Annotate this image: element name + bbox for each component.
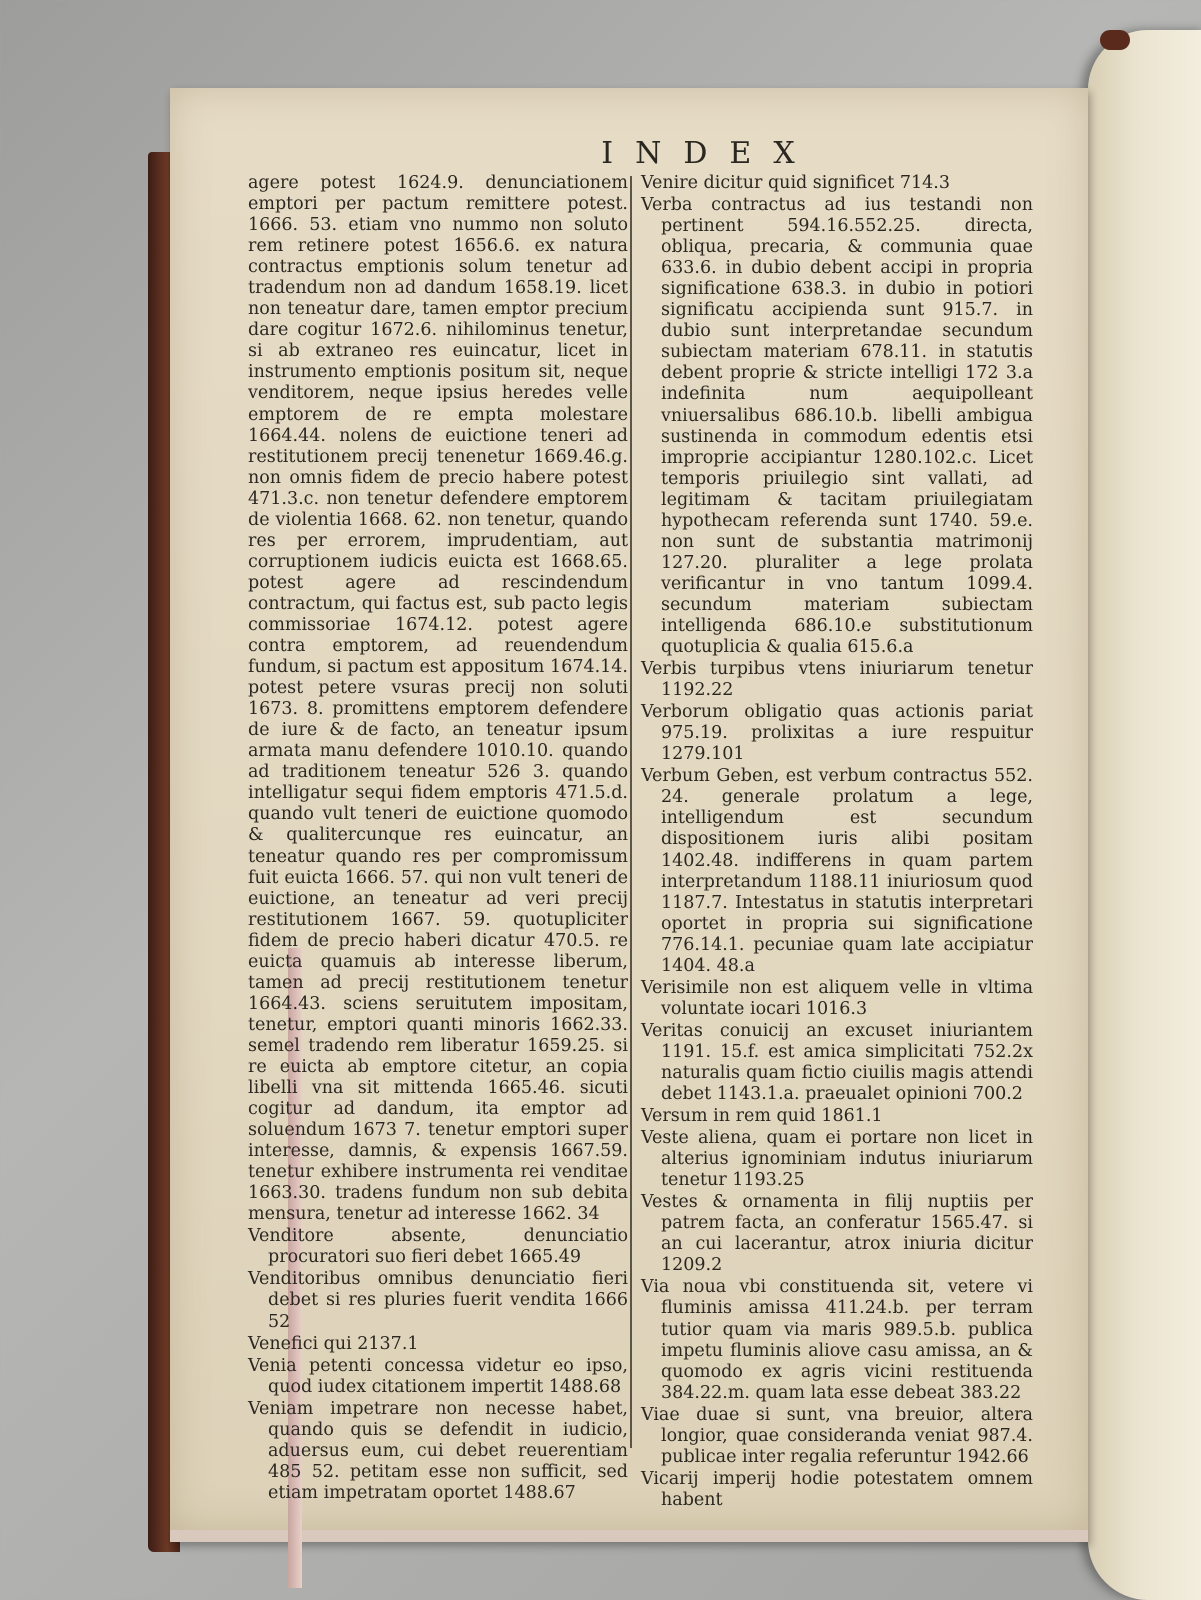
index-entry: agere potest 1624.9. denunciationem emptori per pactum remittere potest. 1666. 53. etiam vno nummo non soluto rem retinere potest 1656.6. ex natura contractus emptionis solum tenetur ad tradendum non ad dandum 1658.19. licet non teneatur dare, tamen emptor precium dare cogitur 1672.6. nihilominus tenetur, si ab extraneo res euincatur, licet in instrumento emptionis positum sit, neque venditorem, neque ipsius heredes velle emptorem de re empta molestare 1664.44. nolens de euictione teneri ad restitutionem precij tenenetur 1669.46.g. non omnis fidem de precio habere potest 471.3.c. non tenetur defendere emptorem de violentia 1668. 62. non tenetur, quando res per errorem, imprudentiam, aut corruptionem iudicis euicta est 1668.65. potest agere ad rescindendum contractum, qui factus est, sub pacto legis commissoriae 1674.12. potest agere contra emptorem, ad reuendendum fundum, si pactum est appositum 1674.14. potest petere vsuras precij non soluti 1673. 8. promittens emptorem defendere de iure & de facto, an teneatur ipsum armata manu defendere 1010.10. quando ad traditionem teneatur 526 3. quando intelligatur sequi fidem emptoris 471.5.d. quando vult teneri de euictione quomodo & qualitercunque res euincatur, an teneatur quando res per compromissum fuit euicta 1666. 57. qui non vult teneri de euictione, an teneatur ad veri precij restitutionem 1667. 59. quotupliciter fidem de precio haberi dicatur 470.5. re euicta quamuis ab interesse liberum, tamen ad precij restitutionem tenetur 1664.43. sciens seruitutem impositam, tenetur, emptori quanti minoris 1662.33. semel tradendo rem liberatur 1659.25. si re euicta ab emptore citetur, an copia libelli vna sit mittenda 1665.46. sicuti cogitur ad dandum, ita emptor ad soluendum 1673 7. tenetur emptori super interesse, damnis, & expensis 1667.59. tenetur exhibere instrumenta rei venditae 1663.30. tradens fundum non sub debita mensura, tenetur ad interesse 1662. 34 — [248, 173, 628, 1225]
index-entry: Viae duae si sunt, vna breuior, altera longior, quae consideranda veniat 987.4. publicae inter regalia referuntur 1942.66 — [641, 1404, 1033, 1467]
column-divider — [630, 176, 632, 1448]
index-entry: Veritas conuicij an excuset iniuriantem 1191. 15.f. est amica simplicitati 752.2x naturalis quam fictio ciuilis magis attendi debet 1143.1.a. praeualet opinioni 700.2 — [641, 1020, 1033, 1105]
index-entry: Veste aliena, quam ei portare non licet in alterius ignominiam indutus iniuriarum tenetur 1193.25 — [641, 1128, 1033, 1191]
spine-cap — [1100, 30, 1130, 50]
index-entry: Verisimile non est aliquem velle in vltima voluntate iocari 1016.3 — [641, 977, 1033, 1019]
index-entry: Verbis turpibus vtens iniuriarum tenetur 1192.22 — [641, 659, 1033, 701]
page-header: INDEX — [601, 136, 817, 171]
index-entry: Verborum obligatio quas actionis pariat 975.19. prolixitas a iure respuitur 1279.101 — [641, 702, 1033, 765]
right-column — [641, 173, 1033, 1512]
index-entry: Veniam impetrare non necesse habet, quando quis se defendit in iudicio, aduersus eum, cui debet reuerentiam 485 52. petitam esse non sufficit, sed etiam impetratam oportet 1488.67 — [248, 1398, 628, 1503]
left-column — [248, 173, 628, 1505]
index-entry: Vicarij imperij hodie potestatem omnem habent — [641, 1468, 1033, 1510]
index-entry: Verba contractus ad ius testandi non pertinent 594.16.552.25. directa, obliqua, precaria, & communia quae 633.6. in dubio debent accipi in propria significatione 638.3. in dubio in potiori significatu accipienda sunt 915.7. in dubio sunt interpretandae secundum subiectam materiam 678.11. in statutis debent proprie & stricte intelligi 172 3.a indefinita num aequipolleant vniuersalibus 686.10.b. libelli ambigua sustinenda in commodum edentis etsi improprie accipiantur 1280.102.c. Licet temporis priuilegio sint vallati, ad legitimam & tacitam priuilegiatam hypothecam referenda sunt 1740. 59.e. non sunt de substantia matrimonij 127.20. pluraliter a lege prolata verificantur in vno tantum 1099.4. secundum materiam subiectam intelligenda 686.10.e substitutionum quotuplicia & qualia 615.6.a — [641, 195, 1033, 658]
index-entry: Venefici qui 2137.1 — [248, 1333, 419, 1354]
index-entry: Venditore absente, denunciatio procuratori suo fieri debet 1665.49 — [248, 1226, 628, 1268]
index-entry: Venire dicitur quid significet 714.3 — [641, 173, 950, 193]
index-entry: Venditoribus omnibus denunciatio fieri debet si res pluries fuerit vendita 1666 52 — [248, 1269, 628, 1332]
index-entry: Venia petenti concessa videtur eo ipso, quod iudex citationem impertit 1488.68 — [248, 1355, 628, 1397]
index-entry: Vestes & ornamenta in filij nuptiis per patrem facta, an conferatur 1565.47. si an cui lacerantur, atrox iniuria dicitur 1209.2 — [641, 1192, 1033, 1276]
book-page — [170, 88, 1088, 1542]
facing-page-edge — [1088, 30, 1201, 1600]
index-entry: Verbum Geben, est verbum contractus 552. 24. generale prolatum a lege, intelligendum est secundum dispositionem iuris alibi positam 1402.48. indifferens in quam partem interpretandum 1188.11 iniuriosum quod 1187.7. Intestatus in statutis interpretari oportet in propria sui significatione 776.14.1. pecuniae quam late accipiatur 1404. 48.a — [641, 766, 1033, 976]
index-entry: Via noua vbi constituenda sit, vetere vi fluminis amissa 411.24.b. per terram tutior quam via maris 989.5.b. publica impetu fluminis aliove casu amissa, an & quomodo ex agris vicini restituenda 384.22.m. quam lata esse debeat 383.22 — [641, 1277, 1033, 1403]
index-entry: Versum in rem quid 1861.1 — [641, 1106, 883, 1127]
